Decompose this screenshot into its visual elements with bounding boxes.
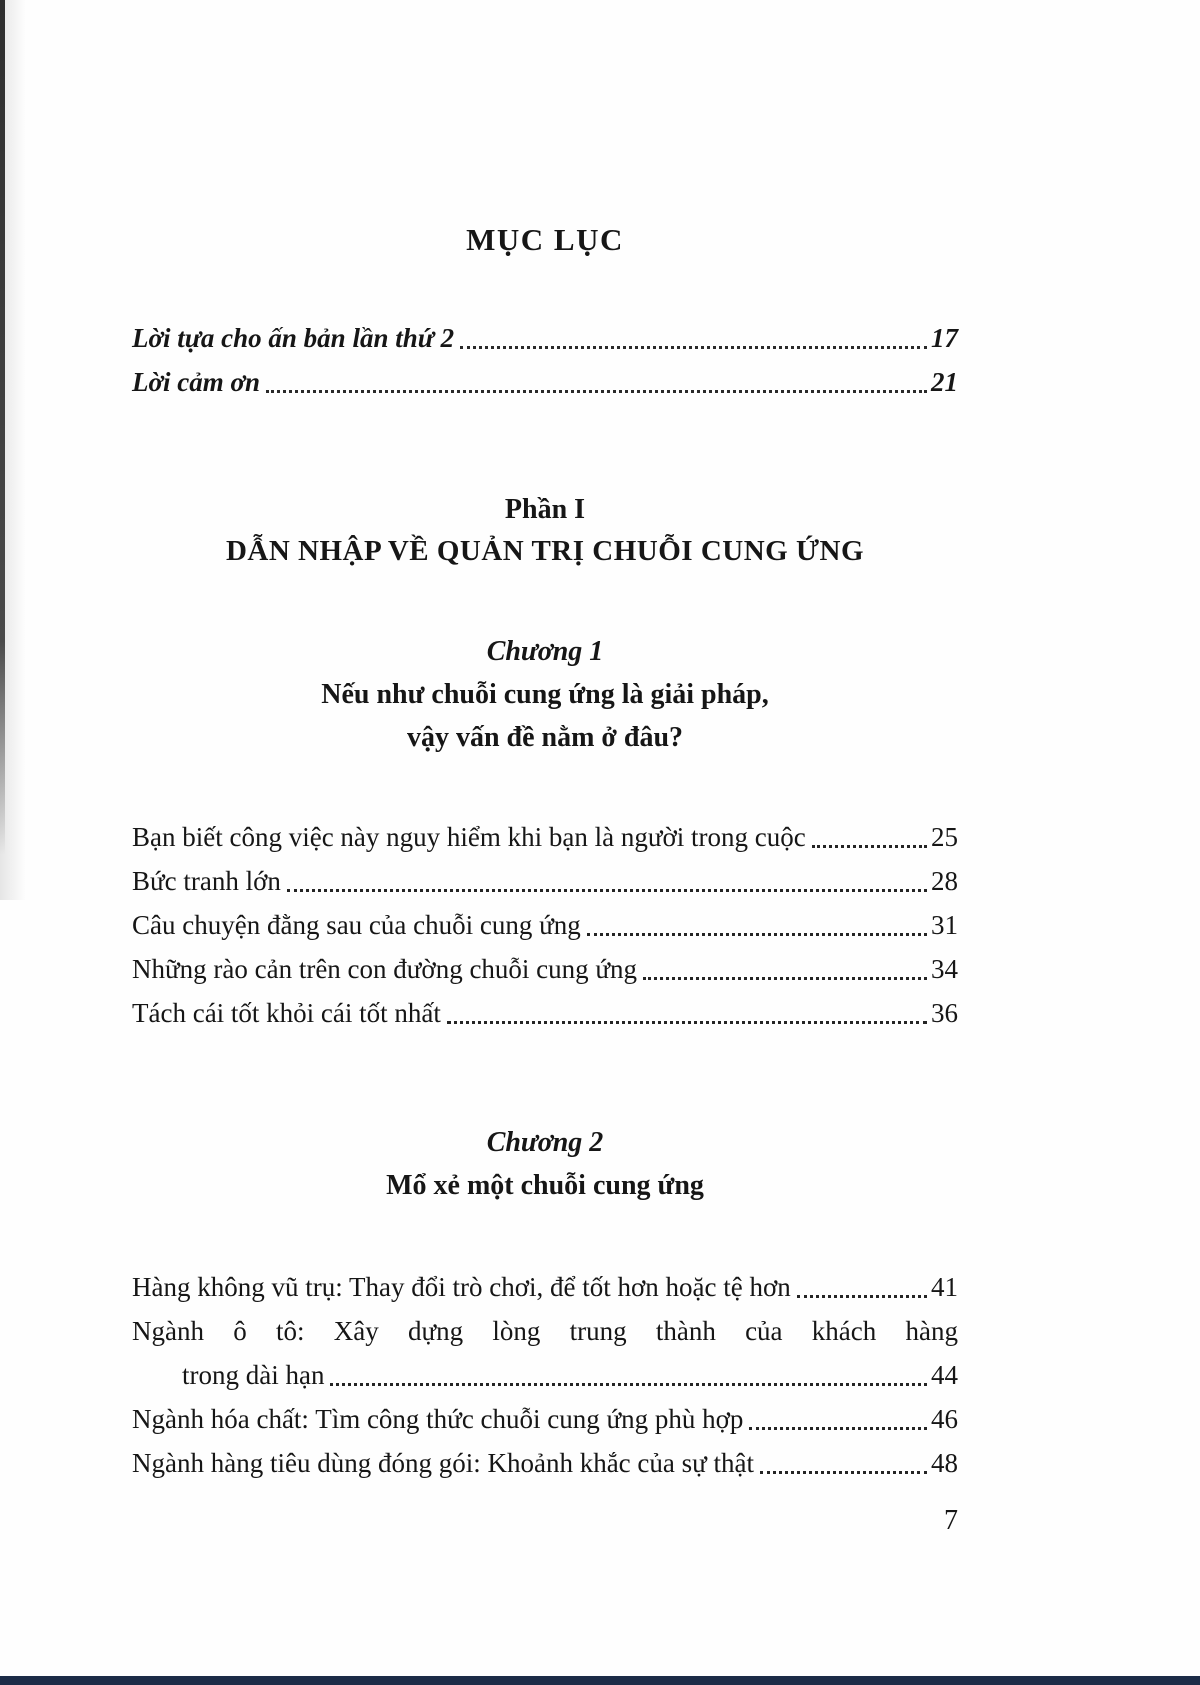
scan-edge-bottom [0,1676,1200,1685]
page-title: MỤC LỤC [466,222,624,257]
dot-leader [760,1471,927,1474]
toc-entry-label: Hàng không vũ trụ: Thay đổi trò chơi, để tốt hơn hoặc tệ hơn [132,1272,791,1302]
toc-entry [132,1309,958,1397]
dot-leader [797,1295,927,1298]
toc-entry-label: Bạn biết công việc này nguy hiểm khi bạn là người trong cuộc [132,822,806,852]
toc-entry [132,316,958,360]
chapter-title-line: Mổ xẻ một chuỗi cung ứng [386,1170,704,1201]
dot-leader [643,977,927,980]
toc-entry-page: 28 [931,866,958,896]
toc-entry-label: Ngành hóa chất: Tìm công thức chuỗi cung ứng phù hợp [132,1404,744,1434]
chapter-label: Chương 2 [486,1127,604,1158]
chapter1-entries [132,815,958,1035]
toc-entry [132,947,958,991]
page-number: 7 [944,1505,958,1536]
toc-entry-page: 17 [931,323,958,353]
dot-leader [447,1021,927,1024]
dot-leader [460,346,927,349]
toc-entry-page: 46 [931,1404,958,1434]
toc-entry-label: Câu chuyện đằng sau của chuỗi cung ứng [132,910,581,940]
toc-entry [132,1397,958,1441]
toc-entry [132,815,958,859]
toc-entry [132,1265,958,1309]
dot-leader [749,1427,927,1430]
toc-entry-page: 48 [931,1448,958,1478]
toc-entry-label: Những rào cản trên con đường chuỗi cung ứng [132,954,638,984]
toc-entry-label: trong dài hạn [182,1360,325,1390]
dot-leader [330,1383,927,1386]
dot-leader [587,933,927,936]
chapter2-entries [132,1265,958,1485]
toc-entry-page: 36 [931,998,958,1028]
dot-leader [266,390,927,393]
toc-entry [132,859,958,903]
toc-entry-label: Ngành ô tô: Xây dựng lòng trung thành của khách hàng [132,1316,958,1346]
toc-entry-page: 25 [931,822,958,852]
toc-entry-label: Tách cái tốt khỏi cái tốt nhất [132,998,441,1028]
toc-entry-label: Bức tranh lớn [132,866,281,896]
toc-entry-label: Lời cảm ơn [132,367,260,397]
part-title: DẪN NHẬP VỀ QUẢN TRỊ CHUỖI CUNG ỨNG [225,535,865,567]
toc-entry-page: 34 [931,954,958,984]
toc-entry [132,903,958,947]
chapter-label: Chương 1 [486,636,604,667]
dot-leader [287,889,927,892]
part-heading [132,490,958,572]
toc-entry-page: 21 [931,367,958,397]
toc-entry-page: 41 [931,1272,958,1302]
toc-entry-page: 44 [931,1360,958,1390]
toc-entry [132,991,958,1035]
chapter1-heading [132,630,958,759]
chapter-title-line: vậy vấn đề nằm ở đâu? [406,722,684,753]
toc-entry-label: Ngành hàng tiêu dùng đóng gói: Khoảnh khắc của sự thật [132,1448,755,1478]
dot-leader [812,845,927,848]
chapter2-heading [132,1121,958,1207]
toc-entry [132,1441,958,1485]
toc-entry [132,360,958,404]
part-label: Phần I [504,494,586,525]
toc-entry-label: Lời tựa cho ấn bản lần thứ 2 [132,323,455,353]
toc-entry-continuation [132,1353,958,1397]
toc-entry-page: 31 [931,910,958,940]
front-matter-section [132,316,958,404]
chapter-title-line: Nếu như chuỗi cung ứng là giải pháp, [321,679,769,710]
